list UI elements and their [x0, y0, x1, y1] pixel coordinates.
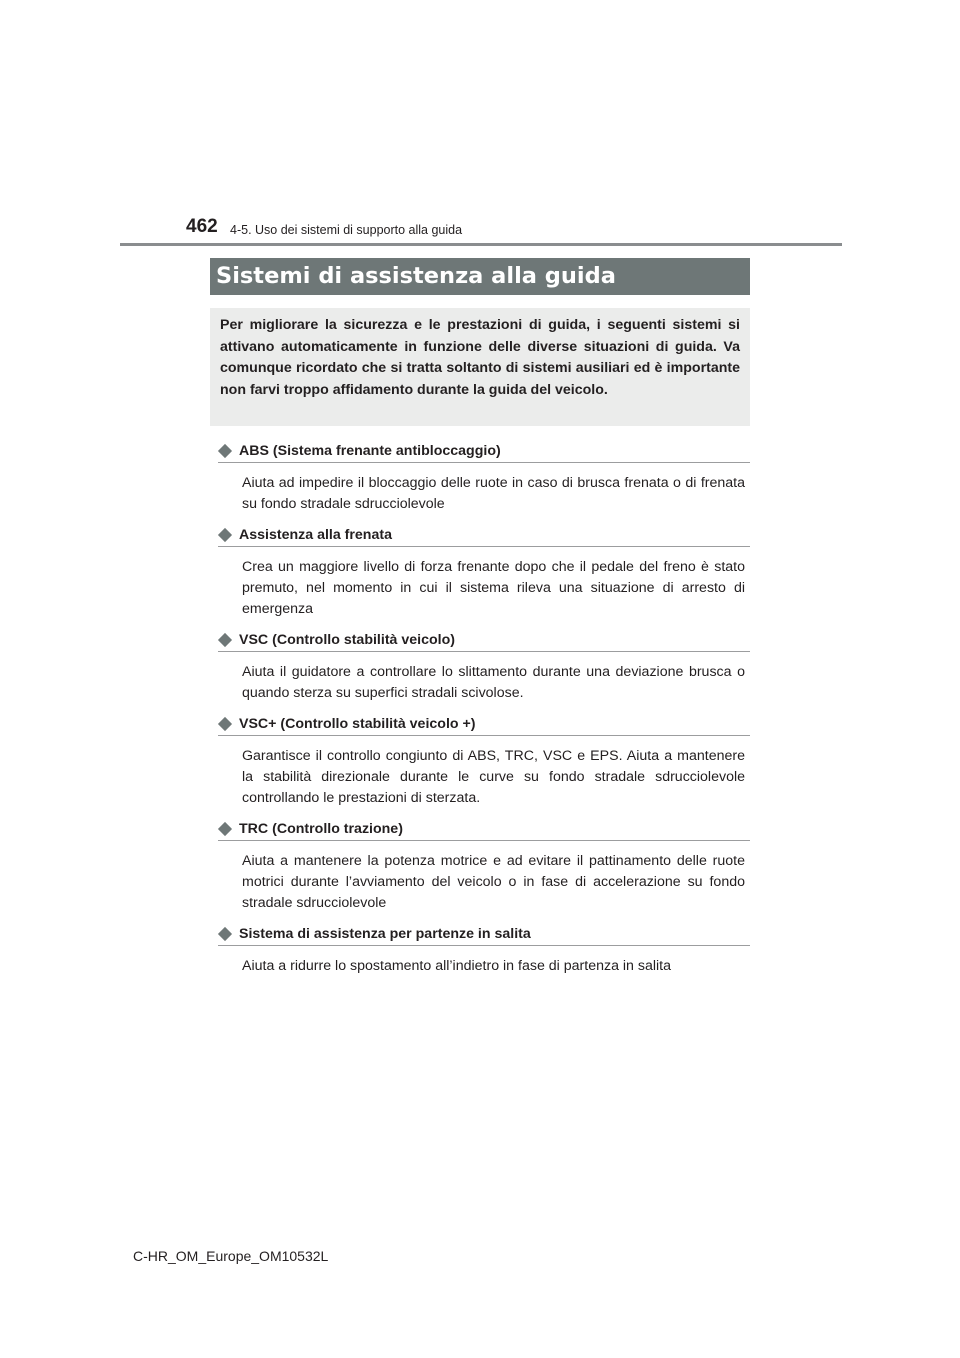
section-breadcrumb: 4-5. Uso dei sistemi di supporto alla guida	[230, 223, 463, 237]
feature-description: Aiuta ad impedire il bloccaggio delle ruote in caso di brusca frenata o di frenata su fondo stradale sdrucciolevole	[242, 475, 745, 512]
diamond-icon	[218, 822, 232, 836]
feature-heading	[218, 714, 750, 736]
feature-heading	[218, 525, 750, 547]
document-code: C-HR_OM_Europe_OM10532L	[133, 1248, 329, 1264]
feature-heading	[218, 819, 750, 841]
feature-heading	[218, 630, 750, 652]
feature-title: VSC (Controllo stabilità veicolo)	[239, 632, 455, 648]
feature-vsc	[218, 630, 750, 704]
feature-heading	[218, 924, 750, 946]
feature-heading	[218, 441, 750, 463]
feature-title: Sistema di assistenza per partenze in salita	[239, 926, 531, 942]
feature-abs	[218, 441, 750, 515]
feature-vsc-plus	[218, 714, 750, 809]
feature-description: Crea un maggiore livello di forza frenante dopo che il pedale del freno è stato premuto, nel momento in cui il sistema rileva una situazione di arresto di emergenza	[242, 559, 745, 617]
diamond-icon	[218, 633, 232, 647]
feature-title: VSC+ (Controllo stabilità veicolo +)	[239, 716, 476, 732]
feature-brake-assist	[218, 525, 750, 620]
feature-title: ABS (Sistema frenante antibloccaggio)	[239, 443, 501, 459]
diamond-icon	[218, 444, 232, 458]
intro-text: Per migliorare la sicurezza e le prestazioni di guida, i seguenti sistemi si attivano automaticamente in funzione delle diverse situazioni di guida. Va comunque ricordato che si tratta soltanto di sistemi ausiliari ed è importante non farvi troppo affidamento durante la guida del veicolo.	[220, 317, 740, 398]
feature-list	[218, 441, 750, 977]
diamond-icon	[218, 927, 232, 941]
feature-description: Aiuta a ridurre lo spostamento all’indietro in fase di partenza in salita	[242, 958, 672, 974]
diamond-icon	[218, 717, 232, 731]
feature-trc	[218, 819, 750, 914]
page-title: Sistemi di assistenza alla guida	[216, 263, 616, 289]
feature-hill-start-assist	[218, 924, 750, 977]
header-divider	[120, 243, 842, 246]
title-bar	[210, 258, 750, 295]
diamond-icon	[218, 528, 232, 542]
feature-title: TRC (Controllo trazione)	[239, 821, 403, 837]
feature-description: Aiuta il guidatore a controllare lo slittamento durante una deviazione brusca o quando sterza su superfici stradali scivolose.	[242, 664, 745, 701]
feature-title: Assistenza alla frenata	[239, 527, 392, 543]
feature-description: Aiuta a mantenere la potenza motrice e ad evitare il pattinamento delle ruote motrici durante l’avviamento del veicolo o in fase di accelerazione su fondo stradale sdrucciolevole	[242, 853, 745, 911]
page-number: 462	[186, 216, 218, 237]
intro-box	[210, 308, 750, 426]
feature-description: Garantisce il controllo congiunto di ABS, TRC, VSC e EPS. Aiuta a mantenere la stabilità direzionale durante le curve su fondo stradale sdrucciolevole controllando le prestazioni di sterzata.	[242, 748, 745, 806]
